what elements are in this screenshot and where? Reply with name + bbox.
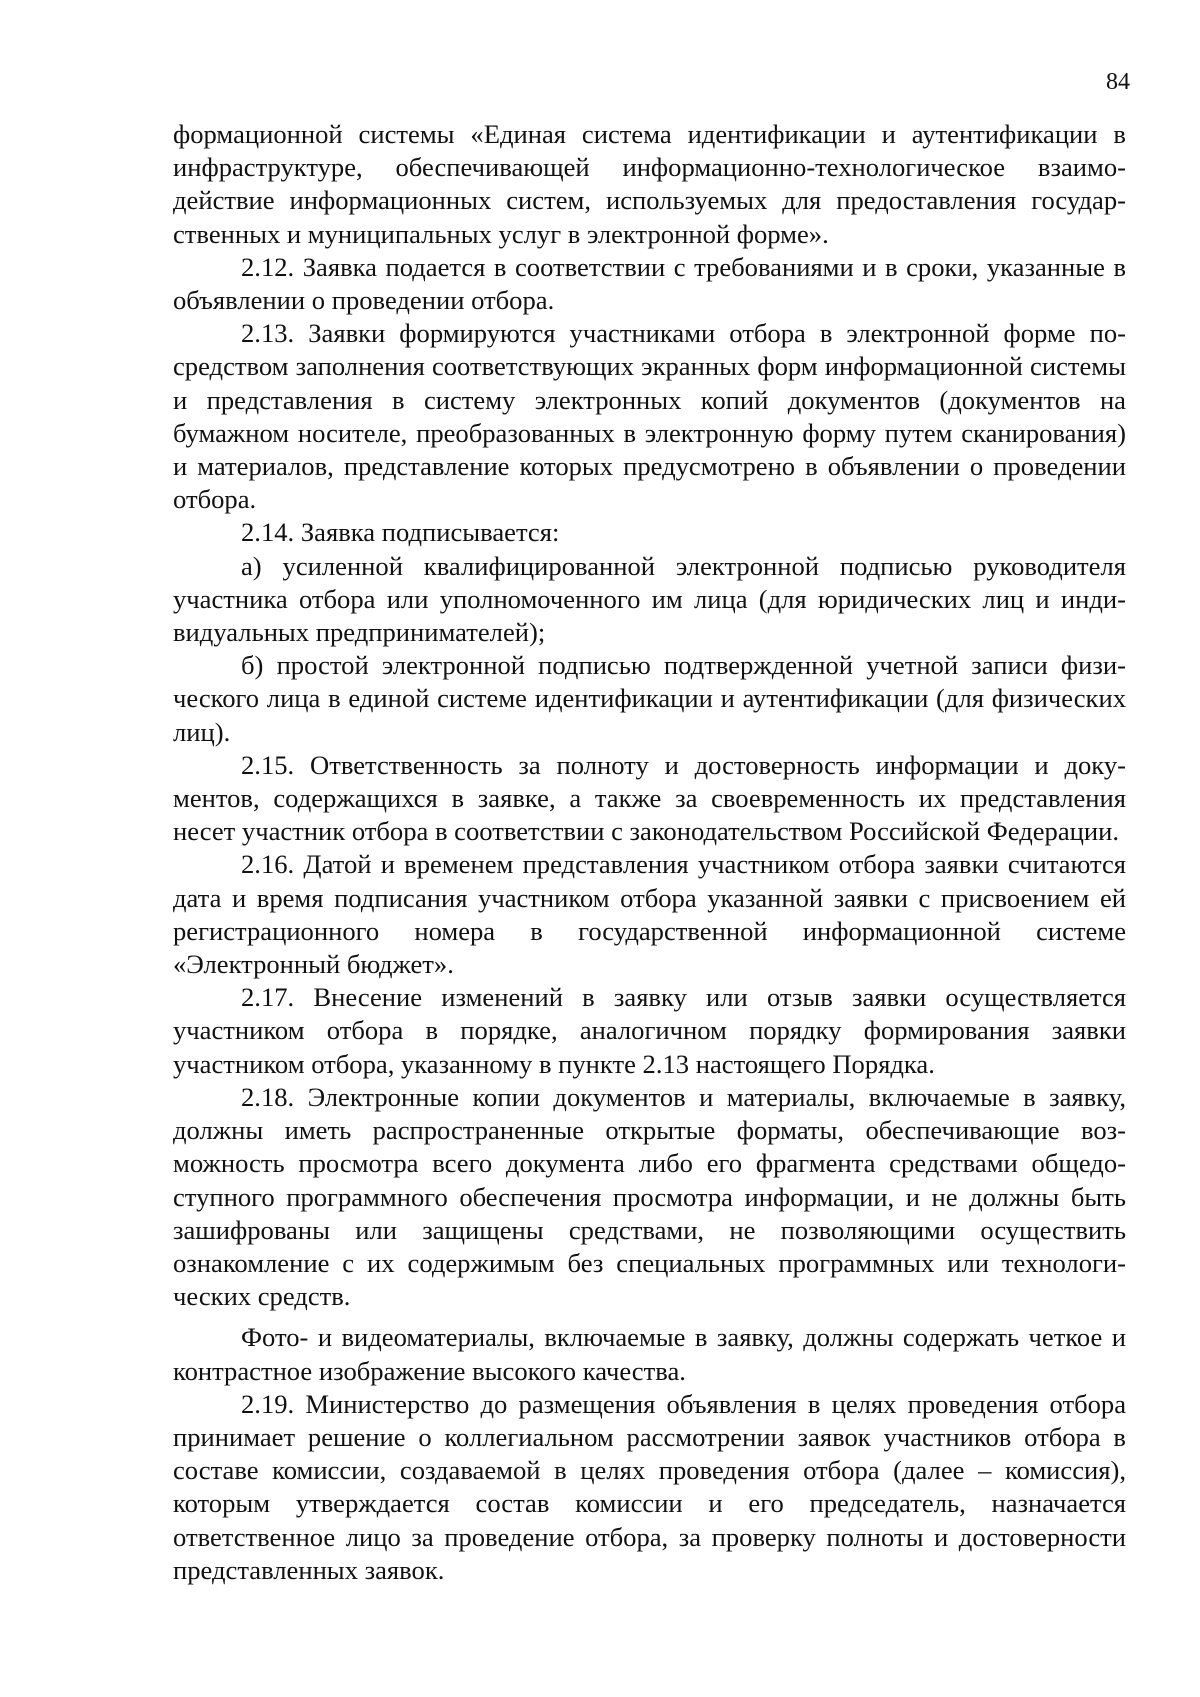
- paragraph-2-19: 2.19. Министерство до размещения объявления в целях проведения отбора принимает решение о коллегиальном рассмотрении заявок участников отбора в составе комиссии, создаваемой в целях проведения отбора (далее – комиссия), которым утверждается состав комиссии и его председатель, назначается ответственное лицо за проведение отбора, за проверку полноты и достоверности представленных заявок.: [173, 1388, 1126, 1585]
- paragraph-2-15: 2.15. Ответственность за полноту и достоверность информации и документов, содержащихся в заявке, а также за своевременность их представления несет участник отбора в соответствии с законодательством Российской Федерации.: [173, 749, 1126, 847]
- document-body: [173, 118, 1126, 1587]
- paragraph-photo-video: Фото- и видеоматериалы, включаемые в заявку, должны содержать четкое и контрастное изображение высокого качества.: [173, 1322, 1126, 1386]
- paragraph-2-13: 2.13. Заявки формируются участниками отбора в электронной форме посредством заполнения соответствующих экранных форм информационной системы и представления в систему электронных копий документов (документов на бумажном носителе, преобразованных в электронную форму путем сканирования) и материалов, представление которых предусмотрено в объявлении о проведении отбора.: [173, 318, 1126, 515]
- paragraph-2-18: 2.18. Электронные копии документов и материалы, включаемые в заявку, должны иметь распространенные открытые форматы, обеспечивающие возможность просмотра всего документа либо его фрагмента средствами общедоступного программного обеспечения просмотра информации, и не должны быть зашифрованы или защищены средствами, не позволяющими осуществить ознакомление с их содержимым без специальных программных или технологических средств.: [173, 1081, 1126, 1312]
- paragraph-2-14-a: а) усиленной квалифицированной электронной подписью руководителя участника отбора или уполномоченного им лица (для юридических лиц и индивидуальных предпринимателей);: [173, 550, 1126, 648]
- paragraph-2-14-b: б) простой электронной подписью подтвержденной учетной записи физического лица в единой системе идентификации и аутентификации (для физических лиц).: [173, 650, 1126, 747]
- paragraph-2-12: 2.12. Заявка подается в соответствии с требованиями и в сроки, указанные в объявлении о проведении отбора.: [173, 251, 1126, 316]
- paragraph-continuation: формационной системы «Единая система идентификации и аутентификации в инфраструктуре, обеспечивающей информационно-технологическое взаимодействие информационных систем, используемых для предоставления государственных и муниципальных услуг в электронной форме».: [173, 119, 1126, 249]
- paragraph-2-17: 2.17. Внесение изменений в заявку или отзыв заявки осуществляется участником отбора в порядке, аналогичном порядку формирования заявки участником отбора, указанному в пункте 2.13 настоящего Порядка.: [173, 982, 1126, 1079]
- paragraph-2-14: 2.14. Заявка подписывается:: [241, 517, 560, 548]
- paragraph-2-16: 2.16. Датой и временем представления участником отбора заявки считаются дата и время подписания участником отбора указанной заявки с присвоением ей регистрационного номера в государственной информационной системе «Электронный бюджет».: [173, 849, 1126, 980]
- page-number: 84: [1106, 69, 1130, 95]
